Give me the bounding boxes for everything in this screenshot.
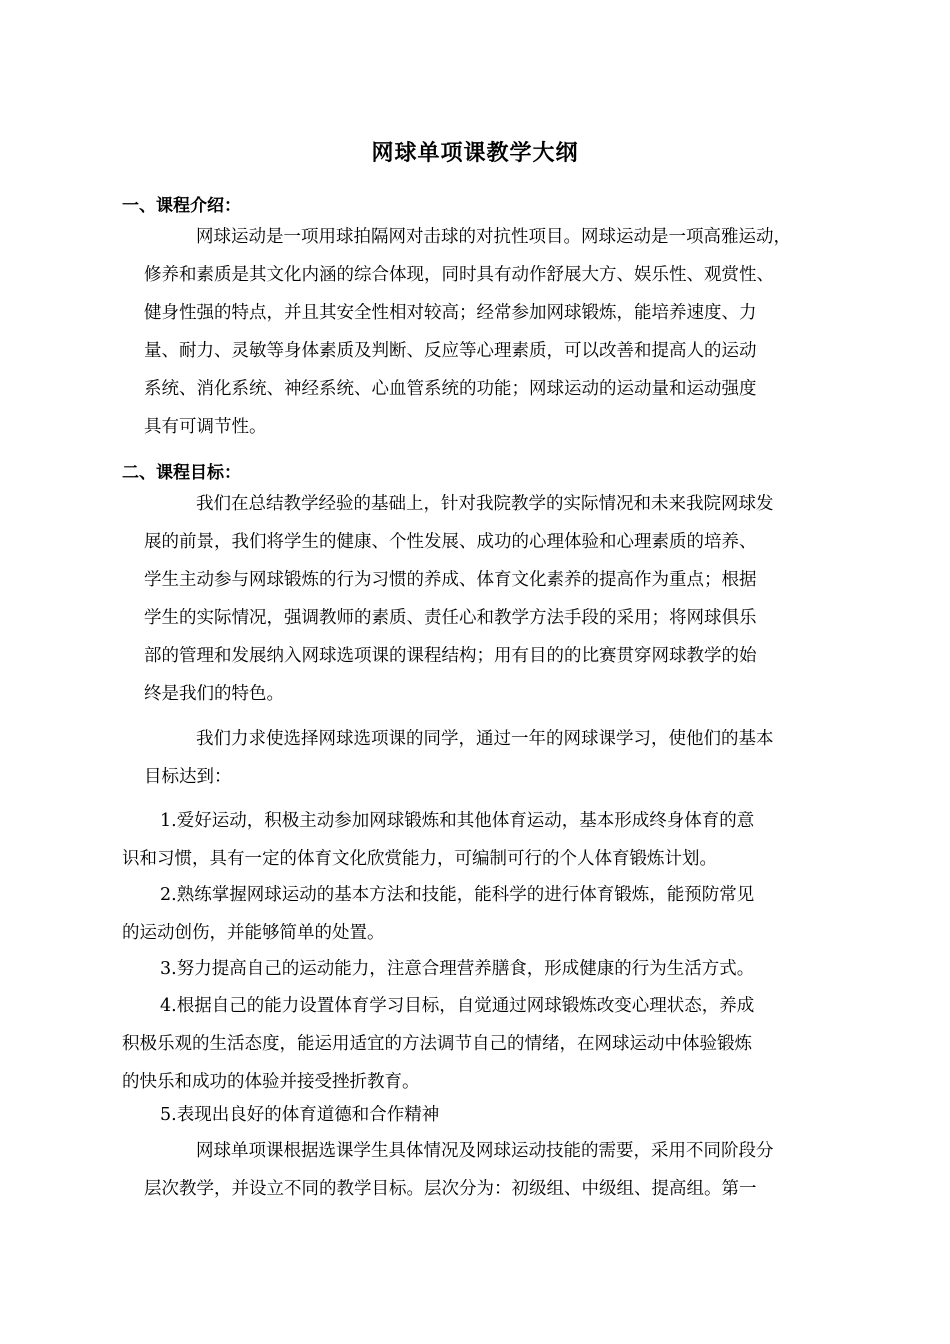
goal-item-5 xyxy=(122,1096,439,1134)
text-line: 学生主动参与网球锻炼的行为习惯的养成、体育文化素养的提高作为重点；根据 xyxy=(144,570,757,590)
levels-paragraph xyxy=(144,1132,774,1208)
goal-item-4 xyxy=(122,987,754,1101)
text-line: 健身性强的特点，并且其安全性相对较高；经常参加网球锻炼，能培养速度、力 xyxy=(144,303,757,323)
intro-paragraph xyxy=(144,218,791,446)
text-line: 积极乐观的生活态度，能运用适宜的方法调节自己的情绪，在网球运动中体验锻炼 xyxy=(122,1034,752,1054)
goal-item-2 xyxy=(122,876,754,952)
text-line: 4.根据自己的能力设置体育学习目标，自觉通过网球锻炼改变心理状态，养成 xyxy=(160,996,755,1016)
goals-paragraph xyxy=(144,485,774,713)
document-title: 网球单项课教学大纲 xyxy=(371,140,579,166)
text-line: 2.熟练掌握网球运动的基本方法和技能，能科学的进行体育锻炼，能预防常见 xyxy=(160,885,755,905)
text-line: 3.努力提高自己的运动能力，注意合理营养膳食，形成健康的行为生活方式。 xyxy=(160,959,755,979)
text-line: 网球运动是一项用球拍隔网对击球的对抗性项目。网球运动是一项高雅运动， xyxy=(196,227,791,247)
goal-item-1 xyxy=(122,802,754,878)
text-line: 层次教学，并设立不同的教学目标。层次分为：初级组、中级组、提高组。第一 xyxy=(144,1179,757,1199)
text-line: 我们在总结教学经验的基础上，针对我院教学的实际情况和未来我院网球发 xyxy=(196,494,774,514)
section-heading-intro: 一、课程介绍： xyxy=(122,196,241,216)
text-line: 学生的实际情况，强调教师的素质、责任心和教学方法手段的采用；将网球俱乐 xyxy=(144,608,757,628)
text-line: 具有可调节性。 xyxy=(144,417,267,437)
text-line: 修养和素质是其文化内涵的综合体现，同时具有动作舒展大方、娱乐性、观赏性、 xyxy=(144,265,774,285)
text-line: 量、耐力、灵敏等身体素质及判断、反应等心理素质，可以改善和提高人的运动 xyxy=(144,341,757,361)
text-line: 的快乐和成功的体验并接受挫折教育。 xyxy=(122,1072,420,1092)
text-line: 我们力求使选择网球选项课的同学，通过一年的网球课学习，使他们的基本 xyxy=(196,729,774,749)
text-line: 部的管理和发展纳入网球选项课的课程结构；用有目的的比赛贯穿网球教学的始 xyxy=(144,646,757,666)
text-line: 系统、消化系统、神经系统、心血管系统的功能；网球运动的运动量和运动强度 xyxy=(144,379,757,399)
text-line: 识和习惯，具有一定的体育文化欣赏能力，可编制可行的个人体育锻炼计划。 xyxy=(122,849,717,869)
text-line: 终是我们的特色。 xyxy=(144,684,284,704)
text-line: 目标达到： xyxy=(144,767,232,787)
text-line: 的运动创伤，并能够简单的处置。 xyxy=(122,923,385,943)
text-line: 5.表现出良好的体育道德和合作精神 xyxy=(160,1105,440,1125)
text-line: 1.爱好运动，积极主动参加网球锻炼和其他体育运动，基本形成终身体育的意 xyxy=(160,811,755,831)
goals-intro-paragraph xyxy=(144,720,774,796)
text-line: 网球单项课根据选课学生具体情况及网球运动技能的需要，采用不同阶段分 xyxy=(196,1141,774,1161)
goal-item-3 xyxy=(122,950,754,988)
section-heading-goals: 二、课程目标： xyxy=(122,463,241,483)
text-line: 展的前景，我们将学生的健康、个性发展、成功的心理体验和心理素质的培养、 xyxy=(144,532,757,552)
